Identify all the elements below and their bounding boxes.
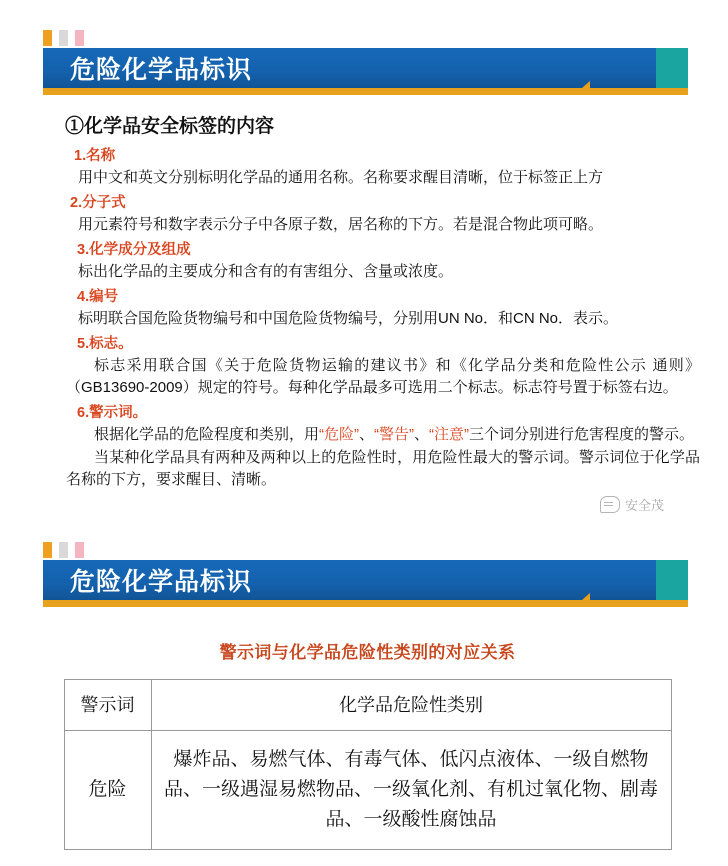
watermark-label: 安全茂 <box>624 498 664 513</box>
slide-1-title: 危险化学品标识 <box>70 56 253 84</box>
item-1-text: 用中文和英文分别标明化学品的通用名称。名称要求醒目清晰，位于标签正上方 <box>78 169 604 186</box>
table-row <box>64 731 671 850</box>
item-1-label: 1.名称 <box>74 148 116 164</box>
slide-1-tick-marks <box>43 30 728 46</box>
slide-1-heading: ①化学品安全标签的内容 <box>65 116 275 137</box>
title-band-gold <box>43 88 688 95</box>
slide-2-title: 危险化学品标识 <box>70 568 253 596</box>
slide-divider <box>0 514 728 522</box>
column-header-hazard-category: 化学品危险性类别 <box>151 680 671 731</box>
title-band-notch-icon <box>574 81 590 95</box>
table-header-row <box>64 680 671 731</box>
tick-orange-icon <box>43 542 52 558</box>
tick-gray-icon <box>59 30 68 46</box>
item-6-text <box>66 424 700 446</box>
item-4-label: 4.编号 <box>77 289 119 305</box>
tick-pink-icon <box>75 542 84 558</box>
item-3-text: 标出化学品的主要成分和含有的有害组分、含量或浓度。 <box>78 263 454 280</box>
title-band-teal <box>656 560 688 604</box>
slide-1-body <box>0 100 728 514</box>
slide-1-final-paragraph: 当某种化学品具有两种及两种以上的危险性时，用危险性最大的警示词。警示词位于化学品名称的下方，要求醒目、清晰。 <box>66 449 700 488</box>
item-5-text: 标志采用联合国《关于危险货物运输的建议书》和《化学品分类和危险性公示 通则》（GB13690-2009）规定的符号。每种化学品最多可选用二个标志。标志符号置于标签右边。 <box>66 357 700 396</box>
cell-hazard-category: 爆炸品、易燃气体、有毒气体、低闪点液体、一级自燃物品、一级遇湿易燃物品、一级氧化剂、有机过氧化物、剧毒品、一级酸性腐蚀品 <box>151 731 671 850</box>
wechat-icon <box>600 496 620 513</box>
item-5-label: 5.标志。 <box>77 336 133 352</box>
tick-gray-icon <box>59 542 68 558</box>
item-6-text-value: 根据化学品的危险程度和类别，用“危险”、“警告”、“注意”三个词分别进行危害程度的警示。 <box>94 426 695 443</box>
tick-pink-icon <box>75 30 84 46</box>
tick-orange-icon <box>43 30 52 46</box>
item-2-text: 用元素符号和数字表示分子中各原子数，居名称的下方。若是混合物此项可略。 <box>78 216 604 233</box>
item-3-label: 3.化学成分及组成 <box>77 242 191 258</box>
title-band-gold <box>43 600 688 607</box>
slide-2-tick-marks <box>43 542 728 558</box>
watermark <box>44 495 664 514</box>
column-header-warning-word: 警示词 <box>64 680 151 731</box>
cell-warning-word: 危险 <box>64 731 151 850</box>
item-4-text: 标明联合国危险货物编号和中国危险货物编号，分别用UN No．和CN No．表示。 <box>78 310 619 327</box>
slide-2-body <box>0 612 728 850</box>
item-2-label: 2.分子式 <box>70 195 126 211</box>
slide-2 <box>0 522 728 850</box>
item-6-label: 6.警示词。 <box>77 405 148 421</box>
slide-2-title-band <box>0 560 728 612</box>
hazard-warning-table <box>64 679 672 850</box>
slide-1-title-band <box>0 48 728 100</box>
title-band-teal <box>656 48 688 92</box>
slide-2-section-title: 警示词与化学品危险性类别的对应关系 <box>219 643 516 662</box>
title-band-notch-icon <box>574 593 590 607</box>
